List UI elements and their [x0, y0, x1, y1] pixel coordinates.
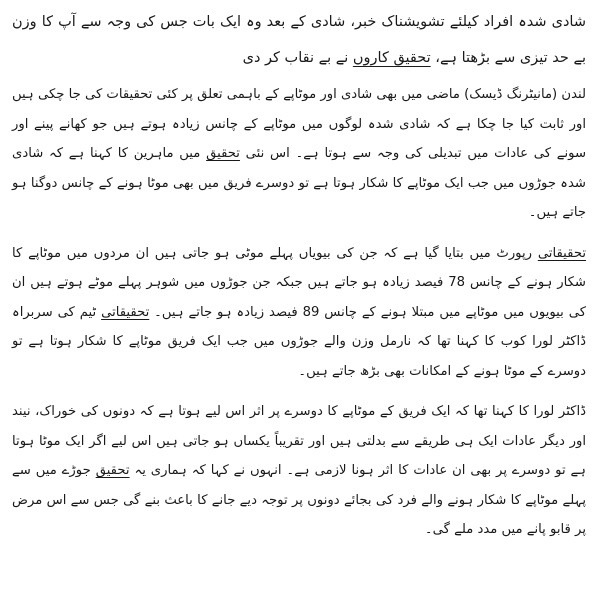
paragraph-1-tail: میں ماہرین کا کہنا ہے کہ شادی شدہ جوڑوں میں جب ایک موٹاپے کا شکار ہوتا ہے تو دوسرے فریق میں بھی موٹا ہونے کے چانس دوگنا ہو جاتے ہیں۔ [12, 146, 586, 220]
article-paragraph-3 [12, 397, 586, 545]
paragraph-2-underlined-word: تحقیقاتی [537, 245, 586, 261]
paragraph-3-tail: جوڑے میں سے پہلے موٹاپے کا شکار ہونے والے فرد کی بجائے دونوں پر توجہ دیے جانے کا باعث بنے گی جس سے اس مرض پر قابو پانے میں مدد ملے گی۔ [12, 463, 586, 537]
paragraph-1-underlined-word: تحقیق [206, 146, 240, 161]
paragraph-2-tail-2: ٹیم کی سربراہ ڈاکٹر لورا کوب کا کہنا تھا کہ نارمل وزن والے جوڑوں میں جب ایک فریق موٹاپے کا شکار ہوتا ہے تو دوسرے کے موٹا ہونے کے امکانات بھی بڑھ جاتے ہیں۔ [12, 304, 586, 379]
headline-tail: نے بے نقاب کر دی [242, 50, 353, 66]
paragraph-1-lead: لندن (مانیٹرنگ ڈیسک) ماضی میں بھی شادی اور موٹاپے کے باہمی تعلق پر کئی تحقیقات کی جا چکی ہیں اور ثابت کیا جا چکا ہے کہ شادی شدہ لوگوں میں موٹاپے کے چانس زیادہ ہوتے ہیں جو کھانے پینے اور سونے کی عادات میں تبدیلی کی وجہ سے ہوتا ہے۔ اس نئی [12, 87, 586, 161]
paragraph-2-tail: رپورٹ میں بتایا گیا ہے کہ جن کی بیویاں پہلے موٹی ہو جاتی ہیں ان مردوں میں موٹاپے کا شکار ہونے کے چانس 78 فیصد زیادہ ہو جاتے ہیں جبکہ جن جوڑوں میں شوہر پہلے موٹے ہوتے ہیں ان کی بیویوں میں موٹاپے میں مبتلا ہونے کے چانس 89 فیصد زیادہ ہو جاتے ہیں۔ [12, 245, 587, 320]
headline-underlined-word: تحقیق کاروں [352, 50, 431, 66]
article-paragraph-2 [12, 239, 586, 387]
headline-text: شادی شدہ افراد کیلئے تشویشناک خبر، شادی کے بعد وہ ایک بات جس کی وجہ سے آپ کا وزن بے حد تیزی سے بڑھتا ہے، [12, 14, 586, 66]
paragraph-2-underlined-word-2: تحقیقاتی [101, 304, 150, 320]
article-paragraph-1 [12, 80, 586, 228]
news-article [12, 4, 586, 600]
article-headline [12, 4, 586, 76]
paragraph-3-lead: ڈاکٹر لورا کا کہنا تھا کہ ایک فریق کے موٹاپے کا دوسرے پر اثر اس لیے ہوتا ہے کہ دونوں کی خوراک، نیند اور دیگر عادات ایک ہی طریقے سے بدلتی ہیں اور تقریباً یکساں ہو جاتی ہیں اس لیے اگر ایک موٹا ہوتا ہے تو دوسرے پر بھی ان عادات کا اثر ہونا لازمی ہے۔ انہوں نے کہا کہ ہماری یہ [12, 404, 587, 478]
paragraph-3-underlined-word: تحقیق [95, 463, 130, 478]
